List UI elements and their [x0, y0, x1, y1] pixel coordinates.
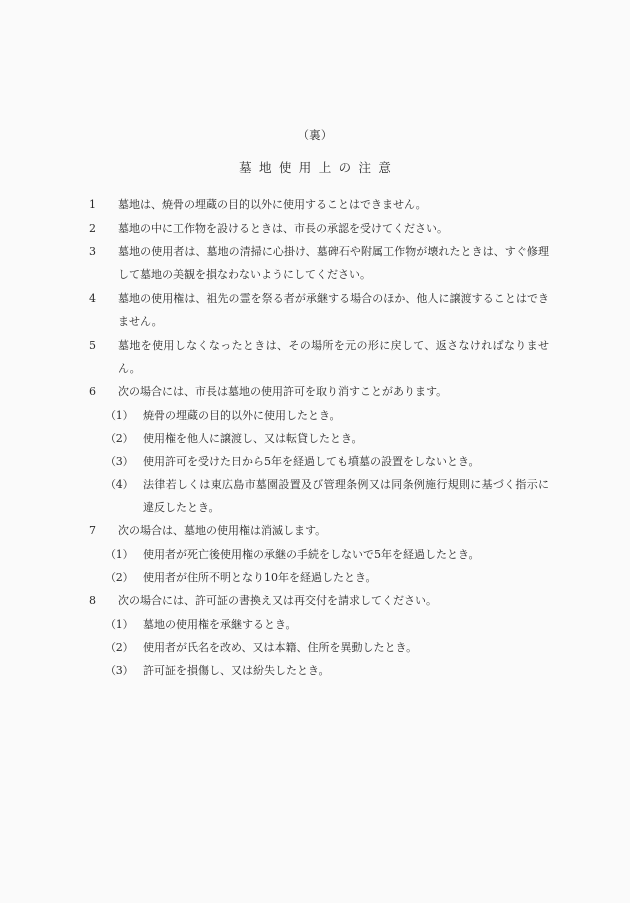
subclause-item: [105, 404, 549, 427]
clause-number: 1: [89, 198, 96, 211]
subclause-item: [105, 659, 549, 682]
subclause-text: 使用権を他人に譲渡し、又は転貸したとき。: [143, 431, 363, 445]
subclause-number: （3）: [105, 455, 134, 469]
clause-item: [89, 217, 549, 240]
clause-text: 墓地を使用しなくなったときは、その場所を元の形に戻して、返さなければなりません。: [118, 338, 549, 375]
clause-text: 墓地は、焼骨の埋蔵の目的以外に使用することはできません。: [118, 198, 427, 211]
clause-number: 7: [89, 524, 96, 538]
subclause-list: [89, 613, 549, 682]
clause-item: [89, 334, 549, 380]
subclause-number: （1）: [105, 617, 134, 631]
clause-list: [89, 193, 549, 682]
page-side-marker: （裏）: [297, 128, 333, 142]
subclause-item: [105, 543, 549, 566]
subclause-item: [105, 636, 549, 659]
subclause-item: [105, 427, 549, 450]
subclause-text: 使用者が氏名を改め、又は本籍、住所を異動したとき。: [143, 640, 418, 654]
clause-item: [89, 380, 549, 403]
subclause-number: （4）: [105, 478, 134, 492]
page-title: 墓地使用上の注意: [239, 160, 399, 175]
subclause-number: （2）: [105, 571, 134, 584]
clause-text: 墓地の中に工作物を設けるときは、市長の承認を受けてください。: [118, 221, 448, 235]
clause-item: [89, 287, 549, 333]
clause-item: [89, 193, 549, 216]
subclause-item: [105, 613, 549, 636]
subclause-text: 墓地の使用権を承継するとき。: [143, 617, 297, 631]
clause-text: 次の場合には、許可証の書換え又は再交付を請求してください。: [118, 594, 437, 608]
clause-item: [89, 589, 549, 612]
subclause-list: [89, 404, 549, 519]
clause-number: 4: [89, 291, 96, 305]
subclause-item: [105, 473, 549, 519]
clause-number: 3: [89, 245, 96, 259]
clause-item: [89, 240, 549, 286]
clause-number: 8: [89, 594, 96, 608]
subclause-item: [105, 450, 549, 473]
subclause-list: [89, 543, 549, 589]
subclause-number: （1）: [105, 547, 134, 561]
subclause-text: 法律若しくは東広島市墓園設置及び管理条例又は同条例施行規則に基づく指示に違反したとき。: [143, 478, 549, 515]
subclause-number: （1）: [105, 408, 134, 422]
subclause-number: （2）: [105, 640, 134, 654]
clause-item: [89, 519, 549, 542]
subclause-text: 使用者が住所不明となり10年を経過したとき。: [143, 571, 377, 584]
clause-number: 5: [89, 338, 96, 352]
clause-number: 2: [89, 221, 96, 235]
clause-text: 次の場合には、市長は墓地の使用許可を取り消すことがあります。: [118, 385, 448, 399]
subclause-text: 許可証を損傷し、又は紛失したとき。: [143, 663, 330, 677]
clause-number: 6: [89, 385, 96, 399]
subclause-number: （2）: [105, 431, 134, 445]
clause-text: 墓地の使用者は、墓地の清掃に心掛け、墓碑石や附属工作物が壊れたときは、すぐ修理して墓地の美観を損なわないようにしてください。: [118, 245, 549, 282]
clause-text: 墓地の使用権は、祖先の霊を祭る者が承継する場合のほか、他人に譲渡することはできません。: [118, 291, 549, 328]
subclause-number: （3）: [105, 663, 134, 677]
subclause-text: 焼骨の埋蔵の目的以外に使用したとき。: [143, 408, 341, 422]
subclause-text: 使用許可を受けた日から5年を経過しても墳墓の設置をしないとき。: [143, 455, 480, 469]
subclause-item: [105, 566, 549, 589]
clause-text: 次の場合は、墓地の使用権は消滅します。: [118, 524, 327, 538]
subclause-text: 使用者が死亡後使用権の承継の手続をしないで5年を経過したとき。: [143, 547, 480, 561]
